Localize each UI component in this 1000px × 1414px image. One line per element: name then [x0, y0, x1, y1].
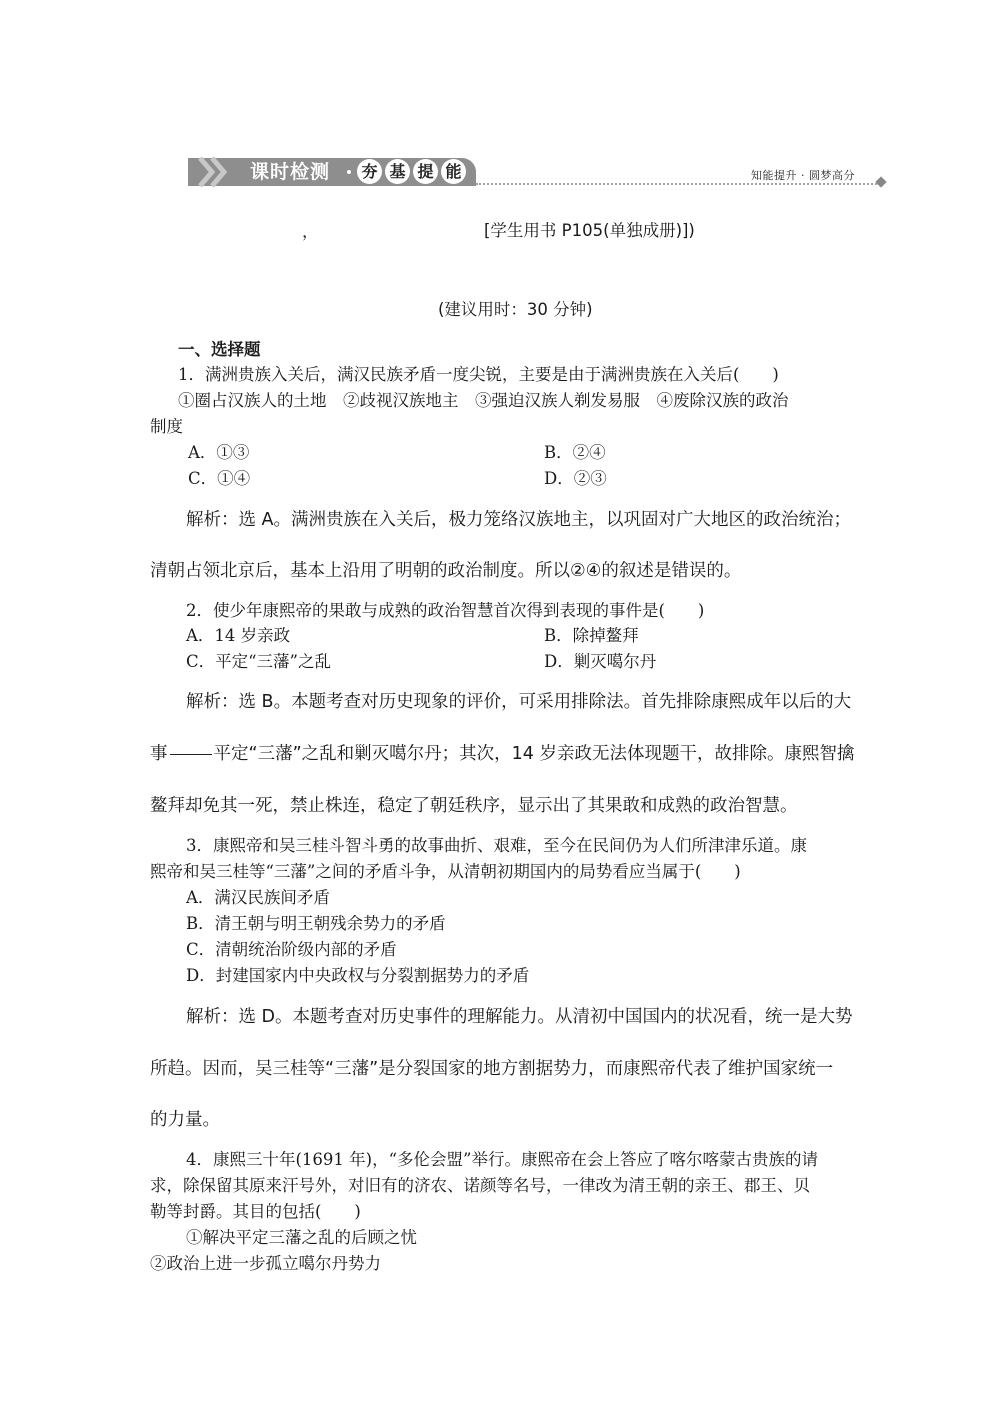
question-2-analysis-line2: [150, 740, 854, 765]
question-2-analysis-line3: 鳌拜却免其一死，禁止株连，稳定了朝廷秩序，显示出了其果敢和成熟的政治智慧。: [150, 796, 798, 816]
question-1-analysis: 解析：选 A。满洲贵族在入关后，极力笼络汉族地主，以巩固对广大地区的政治统治；: [186, 510, 852, 530]
badge: 提: [413, 159, 438, 184]
analysis-text: 平定“三藩”之乱和剿灭噶尔丹；其次，14 岁亲政无法体现题干，故排除。康熙智擒: [213, 744, 855, 764]
analysis-text: 事: [150, 744, 168, 764]
question-3-stem: 3．康熙帝和吴三桂斗智斗勇的故事曲折、艰难，至今在民间仍为人们所津津乐道。康: [186, 836, 807, 855]
question-1-items-cont: 制度: [150, 417, 183, 436]
question-1-option-b[interactable]: B．②④: [544, 443, 606, 462]
book-reference: [学生用书 P105(单独成册)]): [484, 221, 695, 240]
question-2-option-a[interactable]: A．14 岁亲政: [186, 626, 291, 645]
question-2-option-d[interactable]: D．剿灭噶尔丹: [544, 652, 657, 671]
reference-comma: ，: [302, 222, 319, 241]
badge: 基: [385, 159, 410, 184]
question-2-option-c[interactable]: C．平定“三藩”之乱: [186, 652, 331, 671]
diamond-icon: [875, 176, 886, 187]
question-3-option-d[interactable]: D．封建国家内中央政权与分裂割据势力的矛盾: [186, 966, 530, 985]
section-title: 一、选择题: [178, 340, 261, 359]
question-4-stem-line2: 求，除保留其原来汗号外，对旧有的济农、诺颜等名号，一律改为清王朝的亲王、郡王、贝: [150, 1176, 810, 1195]
badge: 能: [441, 159, 466, 184]
question-3-option-a[interactable]: A．满汉民族间矛盾: [186, 888, 330, 907]
question-1-option-a[interactable]: A．①③: [188, 443, 250, 462]
time-hint: (建议用时：30 分钟): [438, 300, 593, 319]
question-3-stem-cont: 熙帝和吴三桂等“三藩”之间的矛盾斗争，从清朝初期国内的局势看应当属于( ): [150, 862, 741, 881]
question-1-stem: 1．满洲贵族入关后，满汉民族矛盾一度尖锐，主要是由于满洲贵族在入关后( ): [178, 365, 779, 384]
question-1-option-c[interactable]: C．①④: [188, 469, 251, 488]
dotted-rule: [476, 183, 880, 185]
banner-separator-dot: [347, 170, 351, 174]
badge: 夯: [357, 159, 382, 184]
question-3-option-b[interactable]: B．清王朝与明王朝残余势力的矛盾: [186, 914, 446, 933]
header-slogan: 知能提升 · 圆梦高分: [751, 169, 855, 182]
question-2-analysis: 解析：选 B。本题考查对历史现象的评价，可采用排除法。首先排除康熙成年以后的大: [186, 692, 852, 712]
question-1-analysis-cont: 清朝占领北京后，基本上沿用了明朝的政治制度。所以②④的叙述是错误的。: [150, 561, 742, 581]
question-3-option-c[interactable]: C．清朝统治阶级内部的矛盾: [186, 940, 397, 959]
question-1-items: ①圈占汉族人的土地 ②歧视汉族地主 ③强迫汉族人剃发易服 ④废除汉族的政治: [178, 391, 789, 410]
question-3-analysis-line2: 所趋。因而，吴三桂等“三藩”是分裂国家的地方割据势力，而康熙帝代表了维护国家统一: [150, 1059, 834, 1079]
banner-title: 课时检测: [250, 161, 331, 183]
question-2-stem: 2．使少年康熙帝的果敢与成熟的政治智慧首次得到表现的事件是( ): [186, 601, 705, 620]
question-3-analysis-line3: 的力量。: [150, 1110, 220, 1130]
question-1-option-d[interactable]: D．②③: [544, 469, 607, 488]
question-4-stem-line3: 勒等封爵。其目的包括( ): [150, 1202, 361, 1221]
double-chevron-icon: [194, 154, 234, 190]
banner-badges: [357, 159, 466, 184]
question-4-item-2: ②政治上进一步孤立噶尔丹势力: [150, 1254, 381, 1273]
em-dash: [170, 754, 212, 755]
question-3-analysis: 解析：选 D。本题考查对历史事件的理解能力。从清初中国国内的状况看，统一是大势: [186, 1007, 853, 1027]
question-2-option-b[interactable]: B．除掉鳌拜: [544, 626, 639, 645]
question-4-item-1: ①解决平定三藩之乱的后顾之忧: [186, 1228, 417, 1247]
question-4-stem: 4．康熙三十年(1691 年)，“多伦会盟”举行。康熙帝在会上答应了喀尔喀蒙古贵族的请: [186, 1150, 818, 1169]
